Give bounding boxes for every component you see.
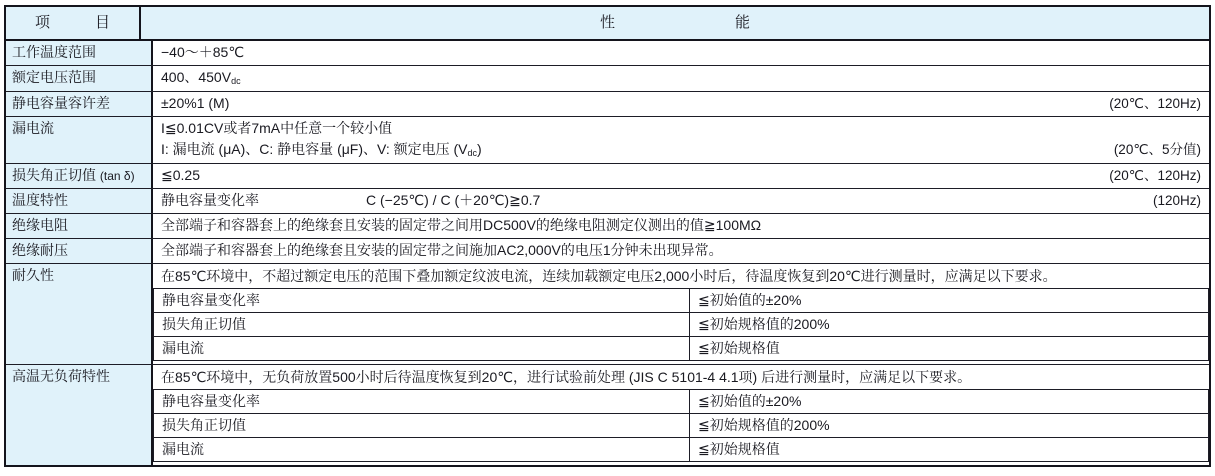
criteria-row	[154, 337, 1209, 361]
measurement-condition-note: (20℃、5分值)	[1113, 142, 1201, 157]
item-label: 温度特性	[6, 189, 153, 213]
test-condition-description: 在85℃环境中，不超过额定电压的范围下叠加额定纹波电流，连续加载额定电压2,000小时后，待温度恢复到20℃进行测量时，应满足以下要求。	[161, 268, 1057, 284]
item-label: 绝缘耐压	[6, 239, 153, 263]
criteria-item: 损失角正切值	[154, 313, 690, 337]
value-text: 400、450Vdc	[161, 69, 241, 86]
performance-value	[153, 117, 1209, 163]
row-endurance	[6, 264, 1209, 365]
performance-value	[153, 214, 1209, 238]
item-label: 耐久性	[6, 264, 153, 364]
value-text: −40～＋85℃	[161, 44, 245, 60]
row-capacitance-tolerance	[6, 92, 1209, 117]
criteria-row	[154, 313, 1209, 337]
performance-value	[153, 264, 1209, 364]
performance-value	[153, 92, 1209, 116]
criteria-row	[154, 289, 1209, 313]
value-text: ±20%1 (M)	[161, 95, 230, 111]
criteria-item: 损失角正切值	[154, 414, 690, 438]
formula-text: C (−25℃) / C (＋20℃)≧0.7	[366, 192, 541, 208]
item-label: 高温无负荷特性	[6, 365, 153, 465]
row-tan-delta	[6, 164, 1209, 189]
measurement-condition-note: (20℃、120Hz)	[1109, 96, 1201, 111]
criteria-row	[154, 438, 1209, 462]
row-operating-temperature	[6, 41, 1209, 66]
criteria-item: 静电容量变化率	[154, 289, 690, 313]
criteria-limit: ≦初始规格值的200%	[690, 414, 1209, 438]
value-line1: I≦0.01CV或者7mA中任意一个较小值	[161, 120, 393, 136]
item-label: 漏电流	[6, 117, 153, 163]
item-label: 绝缘电阻	[6, 214, 153, 238]
performance-value	[153, 189, 1209, 213]
header-performance-cell: 性 能	[141, 7, 1209, 39]
row-temperature-characteristics	[6, 189, 1209, 214]
value-text: 全部端子和容器套上的绝缘套且安装的固定带之间施加AC2,000V的电压1分钟未出现异常。	[161, 242, 723, 258]
measurement-condition-note: (120Hz)	[1152, 193, 1201, 208]
criteria-limit: ≦初始值的±20%	[690, 289, 1209, 313]
measurement-condition-note: (20℃、120Hz)	[1109, 168, 1201, 183]
criteria-limit: ≦初始规格值的200%	[690, 313, 1209, 337]
row-leakage-current	[6, 117, 1209, 164]
voltage-subscript: dc	[231, 76, 241, 86]
value-line2: I: 漏电流 (μA)、C: 静电容量 (μF)、V: 额定电压 (Vdc)	[161, 141, 482, 158]
item-label: 额定电压范围	[6, 66, 153, 91]
criteria-row	[154, 414, 1209, 438]
specification-table	[4, 5, 1211, 467]
criteria-item: 漏电流	[154, 337, 690, 361]
performance-value	[153, 365, 1209, 465]
row-insulation-resistance	[6, 214, 1209, 239]
row-shelf-life	[6, 365, 1209, 465]
criteria-limit: ≦初始值的±20%	[690, 390, 1209, 414]
criteria-item: 静电容量变化率	[154, 390, 690, 414]
item-label: 静电容量容许差	[6, 92, 153, 116]
shelf-life-criteria-table	[153, 389, 1209, 462]
sub-label: 静电容量变化率	[161, 192, 259, 208]
performance-value	[153, 66, 1209, 91]
performance-value	[153, 41, 1209, 65]
value-text: ≦0.25	[161, 167, 200, 183]
endurance-criteria-table	[153, 288, 1209, 361]
value-text: 全部端子和容器套上的绝缘套且安装的固定带之间用DC500V的绝缘电阻测定仪测出的值≧100MΩ	[161, 217, 762, 233]
test-condition-description: 在85℃环境中，无负荷放置500小时后待温度恢复到20℃，进行试验前处理 (JIS C 5101-4 4.1项) 后进行测量时，应满足以下要求。	[161, 369, 972, 385]
performance-value	[153, 239, 1209, 263]
criteria-row	[154, 390, 1209, 414]
row-withstand-voltage	[6, 239, 1209, 264]
voltage-subscript: dc	[467, 148, 478, 158]
header-item-cell: 项 目	[6, 7, 141, 39]
performance-value	[153, 164, 1209, 188]
criteria-limit: ≦初始规格值	[690, 337, 1209, 361]
table-header-row	[6, 7, 1209, 41]
row-rated-voltage-range	[6, 66, 1209, 92]
item-label: 损失角正切值 (tan δ)	[6, 164, 153, 188]
item-label: 工作温度范围	[6, 41, 153, 65]
item-label-suffix: (tan δ)	[99, 169, 135, 183]
criteria-item: 漏电流	[154, 438, 690, 462]
criteria-limit: ≦初始规格值	[690, 438, 1209, 462]
